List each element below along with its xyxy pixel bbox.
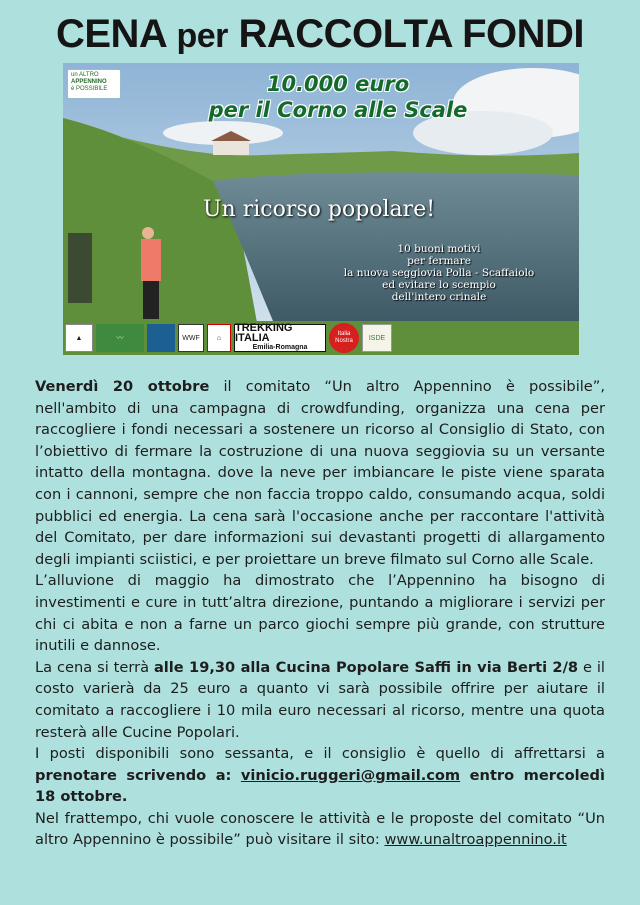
sponsor-logo-strip [63, 321, 579, 355]
intro-text: il comitato “Un altro Appennino è possibile”, nell'ambito di una campagna di crowdfunding, organizza una cena per raccogliere i fondi necessari a sostenere un ricorso al Consiglio di Stato, con l’obiettivo di fermare la costruzione di una nuova seggiovia su un versante intatto della montagna. dove la neve per imbiancare le piste viene sparata con i cannoni, sempre che non faccia troppo caldo, consumando acqua, soldi pubblici ed energia. La cena sarà l'occasione anche per raccontare l'attività del Comitato, per dare informazioni sui devastanti progetti di allargamento degli impianti sciistici, e per proiettare un breve filmato sul Corno alle Scale. [35, 378, 605, 568]
logo-line-2: APPENNINO [71, 79, 107, 85]
title-part-raccolta: RACCOLTA FONDI [238, 12, 585, 56]
trekking-label: TREKKING ITALIA [235, 322, 293, 344]
booking-email-link[interactable]: vinicio.ruggeri@gmail.com [240, 766, 461, 784]
motivi-line: la nuova seggiovia Polla - Scaffaiolo [343, 267, 535, 279]
alluvione-text: L’alluvione di maggio ha dimostrato che l’Appennino ha bisogno di investimenti e cure in tutt’altra direzione, puntando a migliorare i servizi per chi ci abita e non a farne un parco giochi sempre più grande, con strutture inutili e dannose. [35, 572, 605, 655]
event-description [35, 376, 605, 851]
paragraph-alluvione [35, 570, 605, 656]
overlay-subtitle: Un ricorso popolare! [203, 197, 436, 222]
italia-nostra-label: Italia Nostra [335, 331, 353, 344]
motivi-line: ed evitare lo scempio [382, 279, 496, 291]
booking-instruction: prenotare scrivendo a: [35, 766, 241, 784]
isde-logo [362, 324, 392, 352]
title-part-per: per [176, 17, 228, 55]
logo-line-1: un ALTRO [71, 72, 99, 78]
paragraph-venue [35, 657, 605, 743]
motivi-line: 10 buoni motivi [397, 243, 481, 255]
website-text: Nel frattempo, chi vuole conoscere le attività e le proposte del comitato “Un altro Appennino è possibile” può visitare il sito: [35, 809, 605, 849]
motivi-line: per fermare [407, 255, 471, 267]
trekking-region-label: Emilia-Romagna [252, 344, 308, 351]
paragraph-website [35, 808, 605, 851]
paragraph-booking [35, 743, 605, 808]
booking-text: I posti disponibili sono sessanta, e il consiglio è quello di affrettarsi a [35, 745, 605, 763]
overlay-title-amount: 10.000 euro [266, 72, 410, 96]
venue-text-b: e il costo varierà da 25 euro a quanto vi sarà possibile offrire per aiutare il comitato a raccogliere i 10 mila euro necessari al ricorso, mentre una quota resterà alle Cucine Popolari. [35, 658, 605, 741]
event-date: Venerdì 20 ottobre [35, 378, 210, 395]
overlay-title-target: per il Corno alle Scale [208, 98, 468, 122]
page-title [0, 12, 640, 57]
house-logo: ⌂ [207, 324, 231, 352]
venue-details: alle 19,30 alla Cucina Popolare Saffi in via Berti 2/8 [153, 658, 579, 676]
wwf-logo [178, 324, 204, 352]
title-part-cena: CENA [55, 12, 166, 56]
trekking-italia-logo [234, 324, 326, 352]
un-altro-appennino-logo [67, 69, 121, 99]
comitato-logo: 〰 [96, 324, 144, 352]
paragraph-intro [35, 376, 605, 570]
motivi-line: dell'intero crinale [391, 291, 487, 303]
campaign-poster-image [63, 63, 579, 355]
overlay-title [203, 71, 473, 123]
isde-label: ISDE [368, 334, 386, 342]
website-link[interactable]: www.unaltroappennino.it [384, 831, 567, 849]
cai-logo: ▲ [65, 324, 93, 352]
venue-text-a: La cena si terrà [35, 658, 154, 676]
mountain-logo [147, 324, 175, 352]
logo-line-3: è POSSIBILE [71, 86, 108, 92]
italia-nostra-logo [329, 323, 359, 353]
booking-deadline: entro mercoledì 18 ottobre. [35, 766, 605, 806]
wwf-label: WWF [182, 334, 200, 342]
overlay-motivi [341, 243, 537, 303]
